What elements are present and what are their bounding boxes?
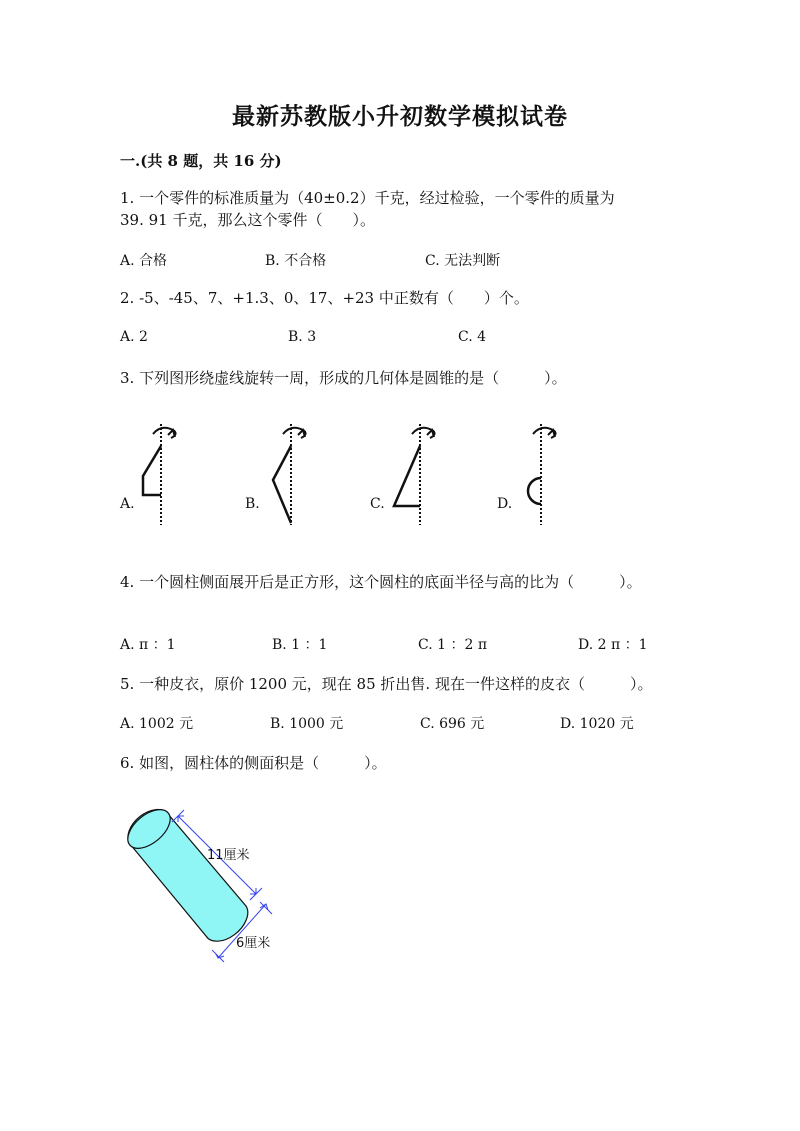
question-1-option-c[interactable]: C. 无法判断 xyxy=(425,253,501,269)
question-3-option-d[interactable]: D. xyxy=(497,496,513,512)
cylinder-diameter-label: 6厘米 xyxy=(236,936,271,951)
section-heading: 一.(共 8 题，共 16 分) xyxy=(120,152,282,170)
question-3-line-1: 3. 下列图形绕虚线旋转一周，形成的几何体是圆锥的是（ ）。 xyxy=(120,369,567,387)
question-4-option-c[interactable]: C. 1 ：2 π xyxy=(418,637,488,653)
question-2-option-b[interactable]: B. 3 xyxy=(288,329,317,345)
question-2-option-c[interactable]: C. 4 xyxy=(458,329,487,345)
cylinder-length-label: 11厘米 xyxy=(207,848,250,863)
question-3-option-b[interactable]: B. xyxy=(245,496,260,512)
question-5-option-a[interactable]: A. 1002 元 xyxy=(120,716,194,732)
question-5-option-c[interactable]: C. 696 元 xyxy=(420,716,485,732)
question-5-option-d[interactable]: D. 1020 元 xyxy=(560,716,634,732)
question-1-line-2: 39. 91 千克，那么这个零件（ ）。 xyxy=(120,211,375,229)
rotation-figure-a xyxy=(135,420,195,530)
question-1-option-a[interactable]: A. 合格 xyxy=(120,253,168,269)
question-2-line-1: 2. -5、-45、7、+1.3、0、17、+23 中正数有（ ）个。 xyxy=(120,289,529,307)
question-2-option-a[interactable]: A. 2 xyxy=(120,329,148,345)
cylinder-figure xyxy=(120,808,300,968)
page-title: 最新苏教版小升初数学模拟试卷 xyxy=(232,103,568,130)
rotation-figure-b xyxy=(265,420,325,530)
question-1-line-1: 1. 一个零件的标准质量为（40±0.2）千克，经过检验，一个零件的质量为 xyxy=(120,189,615,207)
question-3-option-c[interactable]: C. xyxy=(370,496,385,512)
rotation-figure-c xyxy=(390,420,450,530)
question-3-option-a[interactable]: A. xyxy=(120,496,135,512)
question-5-option-b[interactable]: B. 1000 元 xyxy=(270,716,344,732)
question-6-line-1: 6. 如图，圆柱体的侧面积是（ ）。 xyxy=(120,754,387,772)
rotation-figure-d xyxy=(515,420,575,530)
question-4-option-a[interactable]: A. π ：1 xyxy=(120,637,176,653)
question-4-option-d[interactable]: D. 2 π ：1 xyxy=(578,637,648,653)
question-1-option-b[interactable]: B. 不合格 xyxy=(265,253,327,269)
question-5-line-1: 5. 一种皮衣，原价 1200 元，现在 85 折出售. 现在一件这样的皮衣（ ）。 xyxy=(120,675,653,693)
question-4-line-1: 4. 一个圆柱侧面展开后是正方形，这个圆柱的底面半径与高的比为（ ）。 xyxy=(120,573,642,591)
question-4-option-b[interactable]: B. 1 ：1 xyxy=(272,637,328,653)
